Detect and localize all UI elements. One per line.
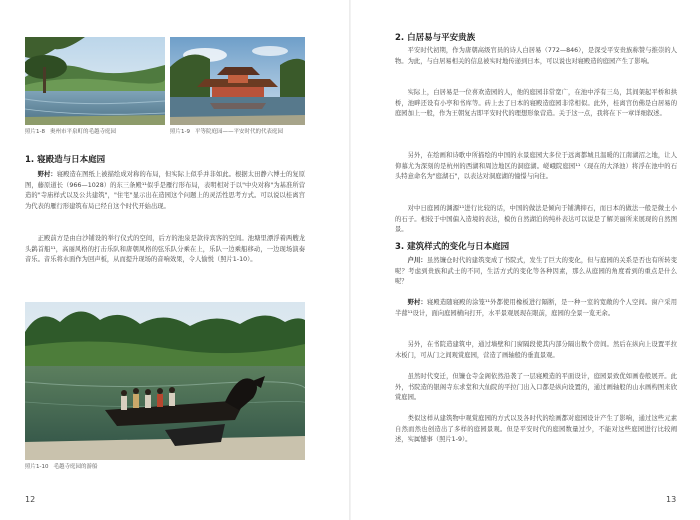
section2-paragraph2: 实际上，白居易是一位喜欢造园的人，他的庭园非常宽广，在池中浮有三岛，其间架起平桥和拱桥，池畔还设有小亭和书库等。砖上去了日本的寝殿造庭园非常相似。此外，桂离宫仿佛是白居易的庭园加上一般，作为王朝复古即平安时代的理想形象营造。关于这一点，我将在下一章详细叙述。 xyxy=(395,89,677,118)
photo1-caption xyxy=(25,128,116,136)
photo1-caption-text: 奥州市平泉町的毛越寺庭园 xyxy=(49,129,116,135)
section1-paragraph1 xyxy=(25,170,305,212)
section3-paragraph2 xyxy=(395,298,677,319)
photo2-caption-text: 平等院庭园——平安时代的代表庭园 xyxy=(194,129,283,135)
section3-paragraph1 xyxy=(395,256,677,288)
speaker-togawa: 户川： xyxy=(407,257,427,264)
photo-byodoin-garden xyxy=(170,37,305,125)
section3-paragraph2-text: 寝殿造随寝殿的涂笼¹¹外都使用橡板进行隔断，是一种一室的宽敞的个人空间。窗户采用半蔀¹¹设计，面向庭园横向打开，水平景观展现在眼前，庭园的全景一览无余。 xyxy=(395,299,677,317)
section2-paragraph4: 对中日庭园的渊源¹¹进行比较的话，中国的做法是倾向于铺满抑石，而日本的做法一般是微土小的石子。相较于中国偏入造境的表达，模仿自然湖泊的纯朴表达可以说是了解美丽所来展现的自然图景。 xyxy=(395,205,677,234)
photo-motsuji-boat xyxy=(25,302,305,460)
photo3-caption xyxy=(25,463,98,471)
section3-paragraph5: 类似这样从建筑物中观赏庭园的方式以及各时代的绘画都对庭园设计产生了影响，通过这些元素自然而然也创造出了多样的庭园景观。但是平安时代的庭园数量过少，不能对这些庭园进行比较阐述，实属憾事（照片1-9）。 xyxy=(395,415,677,444)
section3-paragraph1-text: 虽然镰仓时代的建筑变成了书院式，发生了巨大的变化，但与庭园的关系是否也有所转变呢？考虑到贵族和武士的不同，生活方式的变化等各种因素，那么从庭园的角度看到的重点是什么呢？ xyxy=(395,257,678,286)
section1-paragraph1-text: 寝殿造在图纸上被描绘成对称的布局，但实际上似乎并非如此。根据太田静六博士的复原图，藤原道长（966—1028）的东三条殿¹¹似乎是雁行形布局，表明相对于以"中央对称"为基准所营造的"寺庙样式以及公共建筑"，"住宅"显示出在造园这个问题上的灵活性思考方式。可以说以桂离宫为代表的雁行形建筑布局已经自这个时代开始出现。 xyxy=(25,171,306,210)
photo3-label: 照片1-10 xyxy=(25,464,49,470)
section2-paragraph1: 平安时代初期，作为唐朝高级官员的诗人白居易（772—846），是深受平安贵族称赞与推崇的人物。为此，与白居易相关的信息被实时地传递到日本，可以说也对寝殿造的庭园产生了影响。 xyxy=(395,47,677,65)
photo2-label: 照片1-9 xyxy=(170,129,190,135)
section2-heading: 2. 白居易与平安贵族 xyxy=(395,33,476,43)
page-number-right: 13 xyxy=(666,495,677,504)
photo1-label: 照片1-8 xyxy=(25,129,45,135)
photo3-caption-text: 毛越寺庭园的游船 xyxy=(53,464,98,470)
section3-heading: 3. 建筑样式的变化与日本庭园 xyxy=(395,242,510,252)
speaker-nomura-2: 野村： xyxy=(407,299,427,306)
photo-motsuji-garden xyxy=(25,37,165,125)
photo2-caption xyxy=(170,128,283,136)
section3-paragraph4: 虽然时代变迁，但镰仓寺金阁依然沿袭了一层寝殿造的平面设计，庭园景致优如画卷般展开。此外，书院造的银阁寺东求堂和大仙院的平拉门出入口都是纵向设置的，通过画轴般的山水画构图来欣赏庭园。 xyxy=(395,373,677,402)
section3-paragraph3: 另外，在书院造建筑中，通过墙壁和门窗隔段使其内部分隔出数个房间。然后在纵向上设置平拉木板门，可从门之间观赏庭园，营造了画轴般的垂直景观。 xyxy=(395,341,677,359)
right-page xyxy=(350,0,700,520)
speaker-nomura: 野村： xyxy=(37,171,57,178)
page-number-left: 12 xyxy=(25,495,36,504)
section1-paragraph2: 正殿前方是由白沙铺设的举行仪式的空间，后方的池泉是款待宾客的空间。池塘里漂浮着两艘龙头鹢首船¹¹，高丽风格的打击乐队和唐朝风格的弦乐队分乘在上，乐队一边乘船移动，一边现场演奏音乐。音乐将水面作为回声板，从而提升现场的音响效果，令人愉悦（照片1-10）。 xyxy=(25,235,305,264)
section1-heading: 1. 寝殿造与日本庭园 xyxy=(25,155,106,165)
section2-paragraph3: 另外，在绘画和诗歌中所描绘的中国的水景庭园大多位于远离都城且温暖的江南湖沼之地，让人仰慕尤为深刻的是杭州的西湖和周边地区的洞庭湖。嵯峨院庭园¹¹（现在的大泽池）将浮在池中的石头特意命名为"庭湖石"，以表达对洞庭湖的憧憬与向往。 xyxy=(395,152,677,181)
